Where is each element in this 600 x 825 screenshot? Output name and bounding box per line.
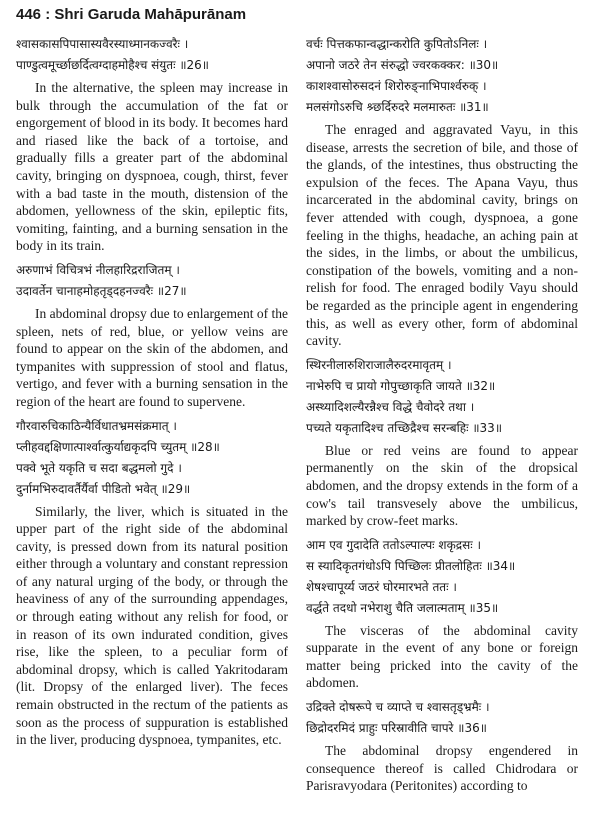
verse-line: नाभेरुपि च प्रायो गोपुच्छाकृति जायते ॥32॥ bbox=[306, 378, 496, 393]
prose-paragraph: Similarly, the liver, which is situated in the upper part of the right side of the abdominal cavity, is pressed down from its natural position either through a voluntary and constant repression of any natural urging of the body, or through the heaviness of any of the surrounding appendages, or through eating without any relish for food, or in reason of its own indurated condition, gives rise, like the spleen, to a peculiar form of abdominal dropsy, which is called Yakritodaram (lit. Dropsy of the enlarged liver). The feces remain obstructed in the rectum of the patients as soon as the process of suppuration is established in the liver, producing dyspnoea, tympanites, etc. bbox=[16, 503, 288, 748]
verse-line: स्थिरनीलारुशिराजालैरुदरमावृतम् । bbox=[306, 357, 452, 372]
right-column bbox=[306, 34, 578, 795]
prose-paragraph: The abdominal dropsy engendered in consequence thereof is called Chidrodara or Parisravyodara (Peritonites) according to bbox=[306, 743, 578, 794]
prose-paragraph: In the alternative, the spleen may increase in bulk through the accumulation of the fat or engorgement of blood in its body. It becomes hard and riased like the back of a tortoise, and gradually fills a greater part of the abdominal cavity, bringing on dyspnoea, cough, thirst, fever with a bad taste in the mouth, distension of the abdomen, yellowness of the skin, epileptic fits, vomiting, fainting, and a burning sensation in the body in its train. bbox=[16, 80, 288, 254]
verse-line: पाण्डुत्वमूर्च्छाछर्दित्वग्दाहमोहैश्च संयुतः ॥26॥ bbox=[16, 58, 209, 72]
verse-line: काशश्वासोरुसदनं शिरोरुङ्नाभिपार्श्वरुक् । bbox=[306, 79, 487, 93]
verse-line: पच्यते यकृतादिश्च तच्छिद्रैश्च सरन्बहिः ॥33॥ bbox=[306, 420, 503, 435]
left-column bbox=[16, 34, 288, 749]
verse-line: श्वासकासपिपासास्यवैरस्याध्मानकज्वरैः । bbox=[16, 37, 189, 51]
verse-line: मलसंगोऽरुचि श्र्छर्दिरुदरे मलमारुतः ॥31॥ bbox=[306, 100, 489, 114]
verse-line: पक्वे भूते यकृति च सदा बद्धमलो गुदे । bbox=[16, 460, 182, 475]
verse-line: वर्चः पित्तकफान्वद्धान्करोति कुपितोऽनिलः । bbox=[306, 37, 488, 51]
prose-paragraph: Blue or red veins are found to appear permanently on the skin of the dropsical abdomen, and the dropsy extends in the form of a cow's tail transvesely above the umbilicus, marked by crow-feet marks. bbox=[306, 442, 578, 529]
verse-line: अपानो जठरे तेन संरुद्धो ज्वरकक्कर: ॥30॥ bbox=[306, 58, 499, 72]
verse-line: अरुणाभं विचित्रभं नीलहारिद्रराजितम् । bbox=[16, 262, 180, 277]
verse-line: गौरवारुचिकाठिन्यैर्विधातभ्रमसंक्रमात् । bbox=[16, 418, 177, 433]
prose-paragraph: The enraged and aggravated Vayu, in this disease, arrests the secretion of bile, and those of the glands, of the intestines, thus obstructing the expulsion of the feces. The Apana Vayu, thus incarcerated in the abdominal cavity, brings on fever attended with cough, dyspnoea, a gone feeling in the thighs, headache, an aching pain at the sides, in the limbs, or about the umbilicus, constipation of the bowels, vomiting and a non-relish for food. The enraged bodily Vayu should be regarded as the principle agent in engendering this, as well as every other, form of abdominal cavity. bbox=[306, 122, 578, 349]
verse-line: आम एव गुदादेति ततोऽल्पाल्पः शकृद्रसः । bbox=[306, 537, 482, 552]
verse-line: प्लीहवद्दक्षिणात्पार्श्वात्कुर्याद्यकृदपि च्युतम् ॥28॥ bbox=[16, 439, 220, 454]
verse-line: उद्रिक्ते दोषरूपे च व्याप्ते च श्वासतृड्भ्रमैः । bbox=[306, 700, 490, 715]
page-header: 446 : Shri Garuda Mahāpurānam bbox=[16, 6, 247, 23]
verse-line: वर्द्धते तदधो नभेराशु चैति जलात्मताम् ॥35॥ bbox=[306, 600, 499, 615]
verse-line: अस्थ्यादिशल्यैरन्नैश्च विद्धे चैवोदरे तथा । bbox=[306, 399, 475, 414]
verse-line: छिद्रोदरमिदं प्राहुः परिस्रावीति चापरे ॥36॥ bbox=[306, 721, 487, 736]
verse-line: उदावर्तेन चानाहमोहतृड्दहनज्वरैः ॥27॥ bbox=[16, 283, 187, 298]
prose-paragraph: The visceras of the abdominal cavity supparate in the event of any bone or foreign matter being pricked into the cavity of the abdomen. bbox=[306, 622, 578, 691]
prose-paragraph: In abdominal dropsy due to enlargement of the spleen, nets of red, blue, or yellow veins are found to appear on the skin of the abdomen, and tympanites with suppression of stool and flatus, vertigo, and fever with a burning sensation in the region of the heart are found to supervene. bbox=[16, 305, 288, 409]
verse-line: स स्यादिकृतगंधोऽपि पिच्छिलः प्रीतलोहितः ॥34॥ bbox=[306, 558, 516, 573]
verse-line: दुर्नामभिरुदावर्तैर्यैर्वा पीडितो भवेत् ॥29॥ bbox=[16, 481, 191, 496]
verse-line: शेषश्चापूर्य्य जठरं घोरमारभते ततः । bbox=[306, 579, 457, 594]
